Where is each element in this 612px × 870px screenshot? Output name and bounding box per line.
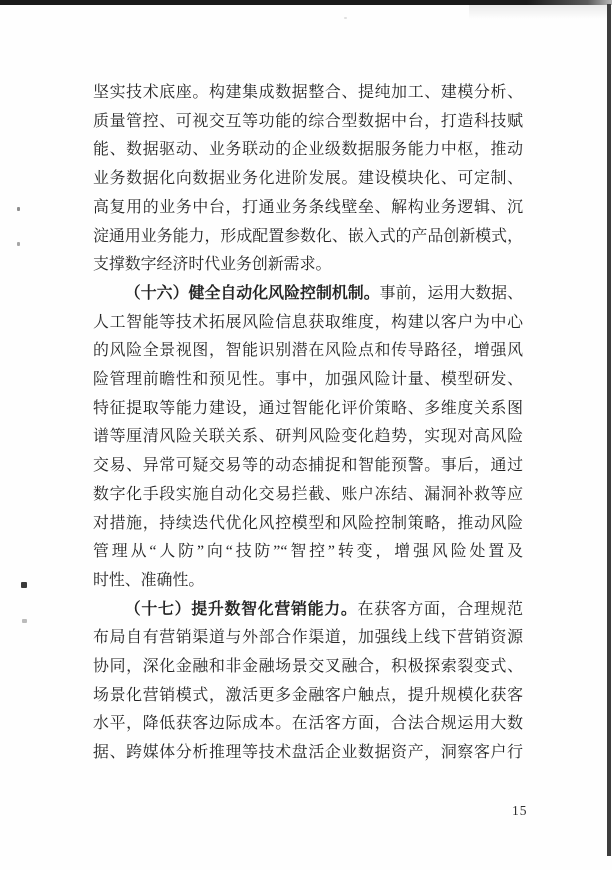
text-line: 支撑数字经济时代业务创新需求。 <box>93 256 332 274</box>
text-line: 质量管控、可视交互等功能的综合型数据中台，打造科技赋 <box>93 112 523 130</box>
scan-speck <box>17 242 20 246</box>
section-17-heading: （十七）提升数智化营销能力。 <box>124 600 358 618</box>
text-line: 场景化营销模式，激活更多金融客户触点，提升规模化获客 <box>93 686 523 704</box>
scan-speck <box>22 619 27 623</box>
text-line: 险管理前瞻性和预见性。事中，加强风险计量、模型研发、 <box>93 371 523 389</box>
scan-speck <box>21 582 27 588</box>
page-number: 15 <box>512 803 528 818</box>
scan-right-edge <box>607 4 611 856</box>
text-line: 布局自有营销渠道与外部合作渠道，加强线上线下营销资源 <box>93 629 523 647</box>
section-16-heading: （十六）健全自动化风险控制机制。 <box>124 284 380 302</box>
text-line: 交易、异常可疑交易等的动态捕捉和智能预警。事后，通过 <box>93 457 523 475</box>
text-line: 高复用的业务中台，打通业务条线壁垒、解构业务逻辑、沉 <box>93 198 523 216</box>
text-line: 据、跨媒体分析推理等技术盘活企业数据资产，洞察客户行 <box>93 744 523 762</box>
text-run: 事前，运用大数据、 <box>379 284 523 302</box>
scan-speck <box>17 207 20 211</box>
text-line: 对措施，持续迭代优化风控模型和风险控制策略，推动风险 <box>93 514 523 532</box>
scan-top-corner-shading <box>469 5 609 19</box>
text-line: 能、数据驱动、业务联动的企业级数据服务能力中枢，推动 <box>93 141 523 159</box>
text-line: 谱等厘清风险关联关系、研判风险变化趋势，实现对高风险 <box>93 428 523 446</box>
scan-speck <box>344 17 347 19</box>
text-line: 坚实技术底座。构建集成数据整合、提纯加工、建模分析、 <box>93 84 523 101</box>
text-run: 在获客方面，合理规范 <box>357 600 524 618</box>
text-line: 水平，降低获客边际成本。在活客方面，合法合规运用大数 <box>93 715 523 733</box>
text-line: 特征提取等能力建设，通过智能化评价策略、多维度关系图 <box>93 399 523 417</box>
text-line: 业务数据化向数据业务化进阶发展。建设模块化、可定制、 <box>93 170 523 188</box>
text-line: 协同，深化金融和非金融场景交叉融合，积极探索裂变式、 <box>93 658 523 676</box>
text-line: 人工智能等技术拓展风险信息获取维度，构建以客户为中心 <box>93 313 523 331</box>
document-text-block <box>93 79 523 768</box>
text-line: 淀通用业务能力，形成配置参数化、嵌入式的产品创新模式， <box>93 227 523 245</box>
text-line: 时性、准确性。 <box>93 571 205 589</box>
text-line <box>93 596 523 625</box>
text-line: 管理从“人防”向“技防”“智控”转变，增强风险处置及 <box>93 543 523 561</box>
text-line: 的风险全景视图，智能识别潜在风险点和传导路径，增强风 <box>93 342 523 360</box>
text-line <box>93 280 523 309</box>
text-line: 数字化手段实施自动化交易拦截、账户冻结、漏洞补救等应 <box>93 485 523 503</box>
